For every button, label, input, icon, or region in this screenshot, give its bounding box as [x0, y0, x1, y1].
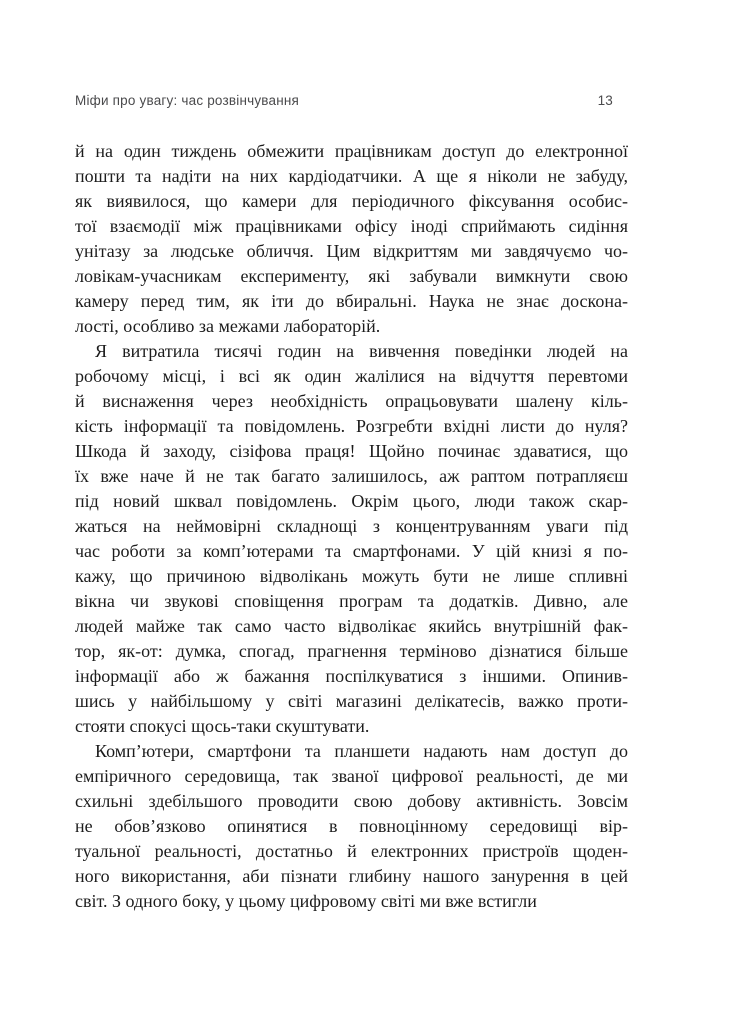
- text-line: Шкода й заходу, сізіфова праця! Щойно починає здаватися, що: [75, 441, 628, 461]
- text-line: й виснаження через необхідність опрацьовувати шалену кіль-: [75, 391, 628, 411]
- paragraph: [75, 139, 628, 339]
- text-line: стояти спокусі щось-таки скуштувати.: [75, 716, 370, 736]
- text-line: ного використання, аби пізнати глибину нашого занурення в цей: [75, 866, 628, 886]
- text-line: й на один тиждень обмежити працівникам доступ до електронної: [75, 141, 628, 161]
- body-text: [75, 139, 628, 914]
- text-line: як виявилося, що камери для періодичного фіксування особис-: [75, 191, 628, 211]
- text-line: унітазу за людське обличчя. Цим відкриттям ми завдячуємо чо-: [75, 241, 628, 261]
- page-number: 13: [597, 93, 613, 108]
- text-line: тор, як-от: думка, спогад, прагнення терміново дізнатися більше: [75, 641, 628, 661]
- paragraph: [75, 739, 628, 914]
- text-line: їх вже наче й не так багато залишилось, аж раптом потрапляєш: [75, 466, 628, 486]
- text-line: лості, особливо за межами лабораторій.: [75, 316, 381, 336]
- text-line: під новий шквал повідомлень. Окрім цього, люди також скар-: [75, 491, 628, 511]
- text-line: робочому місці, і всі як один жалілися на відчуття перевтоми: [75, 366, 628, 386]
- text-line: світ. З одного боку, у цьому цифровому світі ми вже встигли: [75, 891, 537, 911]
- paragraph: [75, 339, 628, 739]
- text-line: жаться на неймовірні складнощі з концентруванням уваги під: [75, 516, 628, 536]
- text-line: камеру перед тим, як іти до вбиральні. Наука не знає доскона-: [75, 291, 628, 311]
- running-title: Міфи про увагу: час розвінчування: [75, 93, 300, 108]
- text-line: Я витратила тисячі годин на вивчення поведінки людей на: [95, 341, 628, 361]
- text-line: не обов’язково опинятися в повноцінному середовищі вір-: [75, 816, 628, 836]
- text-line: емпіричного середовища, так званої цифрової реальності, де ми: [75, 766, 628, 786]
- text-line: час роботи за комп’ютерами та смартфонами. У цій книзі я по-: [75, 541, 628, 561]
- text-line: вікна чи звукові сповіщення програм та додатків. Дивно, але: [75, 591, 628, 611]
- text-line: шись у найбільшому у світі магазині делікатесів, важко проти-: [75, 691, 628, 711]
- running-header: [75, 93, 628, 108]
- text-line: тої взаємодії між працівниками офісу іноді сприймають сидіння: [75, 216, 628, 236]
- text-line: інформації або ж бажання поспілкуватися з іншими. Опинив-: [75, 666, 628, 686]
- text-line: ловікам-учасникам експерименту, які забували вимкнути свою: [75, 266, 628, 286]
- text-line: Комп’ютери, смартфони та планшети надають нам доступ до: [95, 741, 628, 761]
- text-line: кажу, що причиною відволікань можуть бути не лише спливні: [75, 566, 628, 586]
- text-line: пошти та надіти на них кардіодатчики. А ще я ніколи не забуду,: [75, 166, 628, 186]
- text-line: туальної реальності, достатньо й електронних пристроїв щоден-: [75, 841, 628, 861]
- text-line: кість інформації та повідомлень. Розгребти вхідні листи до нуля?: [75, 416, 628, 436]
- text-line: схильні здебільшого проводити свою добову активність. Зовсім: [75, 791, 628, 811]
- text-line: людей майже так само часто відволікає якийсь внутрішній фак-: [75, 616, 628, 636]
